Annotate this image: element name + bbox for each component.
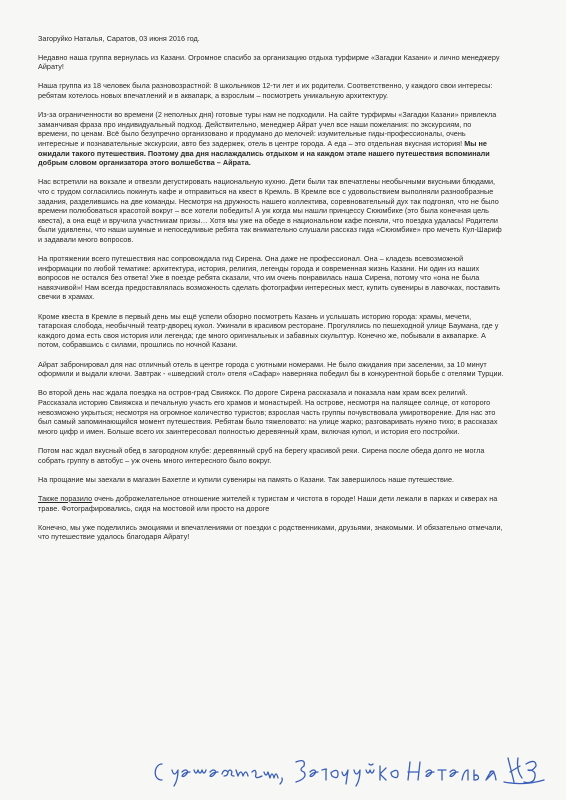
- paragraph-intro: Недавно наша группа вернулась из Казани. Огромное спасибо за организацию отдыха турфирме «Загадки Казани» и лично менеджеру Айрату!: [38, 52, 500, 72]
- organization-text: Из-за ограниченности во времени (2 неполных дня) готовые туры нам не подходили. На сайте турфирмы «Загадки Казани» привлекла заманчивая фраза про индивидуальный подход. Действительно, менеджер Айрат учел все наши пожелания: по экскурсиям, по времени, по ценам. Всё было безупречно организовано и продумано до мелочей: изумительные гиды-профессионалы, очень интересные и познавательные экскурсии, авто без задержек, отель в центре города. А еда – это отдельная вкусная история!: [38, 110, 497, 148]
- paragraph-organization: [38, 110, 504, 168]
- organization-highlight: Мы не ожидали такого путешествия. Поэтому два дня наслаждались отдыхом и на каждом этапе нашего путешествия вспоминали добрым словом организатора этого волшебства – Айрата.: [38, 138, 490, 168]
- paragraph-impressions: [38, 494, 504, 513]
- paragraph-group: Наша группа из 18 человек была разновозрастной: 8 школьников 12-ти лет и их родители. Соответственно, у каждого свои интересы: ребятам хотелось новых впечатлений и в аквапарк, а взрослым – посмотреть уникальную архитектуру.: [38, 81, 493, 100]
- paragraph-farewell: На прощание мы заехали в магазин Бахетле и купили сувениры на память о Казани. Так завершилось наше путешествие.: [38, 474, 455, 484]
- paragraph-closing: Конечно, мы уже поделились эмоциями и впечатлениями от поездки с родственниками, друзьями, знакомыми. И обязательно отмечали, что путешествие удалось благодаря Айрату!: [38, 522, 503, 542]
- impressions-underlined: Также поразило: [38, 493, 93, 503]
- paragraph-first-day: Кроме квеста в Кремле в первый день мы ещё успели обзорно посмотреть Казань и услышать историю города: храмы, мечети, татарская слобода, необычный театр-дворец кукол. Ужинали в красивом ресторане. Прогулялись по пешеходной улице Баумана, где у каждого дома есть своя история или легенда; где много оригинальных и забавных скульптур. Конечно же, побывали в аквапарке. А потом, собравшись с силами, прошлись по ночной Казани.: [38, 311, 499, 350]
- paragraph-arrival: Нас встретили на вокзале и отвезли дегустировать национальную кухню. Дети были так впечатлены необычными вкусными блюдами, что с трудом согласились покинуть кафе и отправиться на квест в Кремль. В Кремле все с удовольствием выполняли разнообразные задания, разделившись на две команды. Несмотря на дружность нашего коллектива, соревновательный дух так подгонял, что не было времени полюбоваться красотой вокруг – все хотели победить! А уж когда мы нашли принцессу Сююмбике (это была конечная цель квеста), а она ещё и вручила участникам призы… Хотя мы уже на обеде в национальном кафе поняли, что поездка удалась! Родители были удивлены, что наши шумные и непоседливые ребята так внимательно слушали рассказ гида «Сююмбике» про мечеть Кул-Шариф и задавали много вопросов.: [38, 177, 502, 244]
- handwritten-signature: [148, 750, 548, 790]
- paragraph-guide: На протяжении всего путешествия нас сопровождала гид Сирена. Она даже не профессионал. Она – кладезь всевозможной информации по любой тематике: архитектура, история, религия, легенды города и современная жизнь Казани. Ни один из наших вопросов не остался без ответа! Уже в поезде ребята сказали, что им очень понравилась наша Сирена, потому что «она не была навязчивой»! Нам всегда предоставлялась возможность сделать фотографии интересных мест, купить сувениры в лавочках, поставить свечки в храмах.: [38, 254, 501, 302]
- letter-header: Загоруйко Наталья, Саратов, 03 июня 2016 год.: [38, 34, 200, 43]
- paragraph-hotel: Айрат забронировал для нас отличный отель в центре города с уютными номерами. Не было ожидания при заселении, за 10 минут оформили и выдали ключи. Завтрак - «шведский стол» отеля «Сафар» наверняка победил бы в конкурентной борьбе с отелями Турции.: [38, 359, 504, 379]
- paragraph-lunch: Потом нас ждал вкусный обед в загородном клубе: деревянный сруб на берегу красивой реки. Сирена после обеда долго не могла собрать группу в автобус – уж очень много интересного было вокруг.: [38, 445, 485, 465]
- impressions-text: очень доброжелательное отношение жителей к туристам и чистота в городе! Наши дети лежали в парках и скверах на траве. Фотографировались, сидя на мостовой или просто на дороге: [38, 493, 498, 513]
- paragraph-second-day: Во второй день нас ждала поездка на остров-град Свияжск. По дороге Сирена рассказала и показала нам храм всех религий. Рассказала историю Свияжска и печальную участь его храмов и монастырей. На острове, несмотря на палящее солнце, от которого невозможно укрыться; несмотря на огромное количество туристов; взрослая часть группы почувствовала умиротворение. Для нас это был самый запоминающийся момент путешествия. Ребятам было тяжеловато: на улице жарко; разговаривать нужно тихо; в рассказах много цифр и имен. Больше всего их заинтересовал полностью деревянный храм, включая купол, и история его постройки.: [38, 388, 498, 436]
